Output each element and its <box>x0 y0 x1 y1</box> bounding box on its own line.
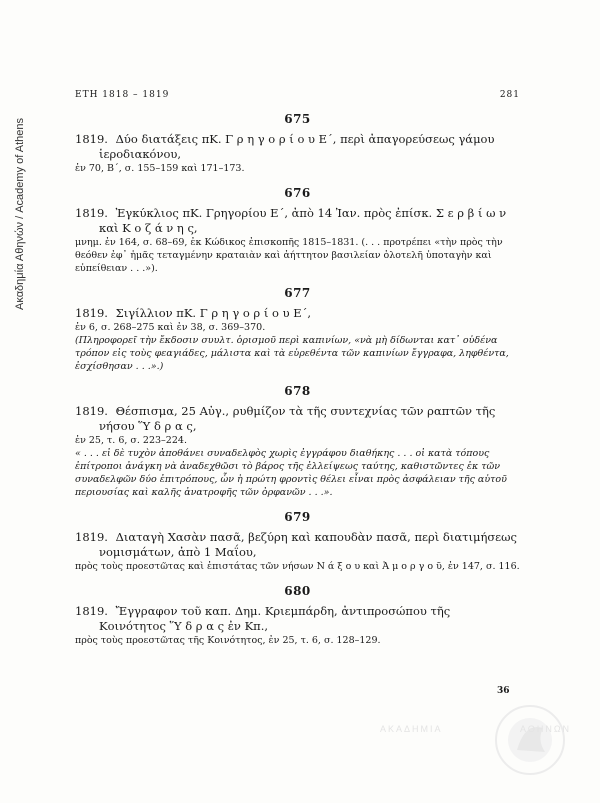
entry-detail: ἐν 70, Β΄, σ. 155–159 καὶ 171–173. <box>75 163 245 174</box>
entry-heading <box>75 206 520 236</box>
entry-heading <box>75 132 520 162</box>
entry-quote: « . . . εἰ δὲ τυχὸν ἀποθάνει συναδελφὸς χωρὶς ἐγγράφου διαθήκης . . . οἱ κατὰ τόπους ἐπίτροποι ἀνάγκη νὰ ἀναδεχθῶσι τὸ βάρος τῆς ἐλλείψεως ταύτης, καθιστῶντες ἐκ τῶν συναδελφῶν δύο ἐπιτρόπους, ὧν ἡ πρώτη φροντὶς θέλει εἶναι πρὸς ἀσφάλειαν τῆς αὐτοῦ περιουσίας καὶ καλῆς ἀνατροφῆς τῶν ὀρφανῶν . . .». <box>75 448 507 498</box>
entry-year: 1819. <box>75 404 108 418</box>
entry-title: Ἔγγραφον τοῦ καπ. Δημ. Κριεμπάρδη, ἀντιπροσώπου τῆς Κοινότητος Ὕ δ ρ α ς ἐν Κπ., <box>99 604 451 633</box>
entry-number: 675 <box>284 112 311 126</box>
entry-title: Σιγίλλιον πΚ. Γ ρ η γ ο ρ ί ο υ Ε΄, <box>115 306 312 320</box>
entry-detail: ἐν 25, τ. 6, σ. 223–224. <box>75 435 187 446</box>
running-head-title: ΕΤΗ 1818 – 1819 <box>75 90 170 100</box>
entry-heading <box>75 404 520 434</box>
entry-title: Διαταγὴ Χασὰν πασᾶ, βεζύρη καὶ καπουδὰν πασᾶ, περὶ διατιμήσεως νομισμάτων, ἀπὸ 1 Μαΐου, <box>99 530 517 559</box>
running-head <box>75 90 520 100</box>
entry-heading <box>75 530 520 560</box>
entry-year: 1819. <box>75 206 108 220</box>
entry-detail: ἐν 6, σ. 268–275 καὶ ἐν 38, σ. 369–370. <box>75 322 266 333</box>
entry <box>75 186 520 275</box>
entry-number: 676 <box>284 186 311 200</box>
academy-seal-watermark-icon <box>455 700 600 780</box>
entry-heading <box>75 604 520 634</box>
entry-heading <box>75 306 520 321</box>
entry-number: 679 <box>284 510 311 524</box>
entry-year: 1819. <box>75 530 108 544</box>
entry-title: Θέσπισμα, 25 Αὐγ., ρυθμίζον τὰ τῆς συντεχνίας τῶν ραπτῶν τῆς νήσου Ὕ δ ρ α ς, <box>99 404 496 433</box>
entry-detail: πρὸς τοὺς προεστῶτας καὶ ἐπιστάτας τῶν νήσων Ν ά ξ ο υ καὶ Ἀ μ ο ρ γ ο ῦ, ἐν 147, σ. 116. <box>75 561 520 572</box>
entry-number: 677 <box>284 286 311 300</box>
entry <box>75 510 520 573</box>
running-head-page: 281 <box>499 90 520 100</box>
entry-quote: (Πληροφορεῖ τὴν ἔκδοσιν συυλτ. ὁρισμοῦ περὶ καπινίων, «νὰ μὴ δίδωνται κατ᾽ οὐδένα τρόπον εἰς τοὺς φεαγιάδες, μάλιστα καὶ τὰ εὑρεθέντα τῶν καπινίων ἔγγραφα, ληφθέντα, ἐσχίσθησαν . . .».) <box>75 335 509 372</box>
entry <box>75 286 520 373</box>
entry-detail: πρὸς τοὺς προεστῶτας τῆς Κοινότητος, ἐν 25, τ. 6, σ. 128–129. <box>75 635 381 646</box>
entry <box>75 112 520 175</box>
entry-title: Ἐγκύκλιος πΚ. Γρηγορίου Ε΄, ἀπὸ 14 Ἰαν. πρὸς ἐπίσκ. Σ ε ρ β ί ω ν καὶ Κ ο ζ ά ν η ς, <box>99 206 507 235</box>
watermark-text-right: ΑΘΗΝΩΝ <box>520 724 572 734</box>
entries-list <box>75 112 520 658</box>
page-number: 36 <box>497 686 510 696</box>
side-label: Ακαδημία Αθηνών / Academy of Athens <box>14 117 26 310</box>
entry <box>75 584 520 647</box>
entry-year: 1819. <box>75 132 108 146</box>
watermark-text-left: ΑΚΑΔΗΜΙΑ <box>380 724 443 734</box>
entry-year: 1819. <box>75 306 108 320</box>
entry-title: Δύο διατάξεις πΚ. Γ ρ η γ ο ρ ί ο υ Ε΄, περὶ ἀπαγορεύσεως γάμου ἱεροδιακόνου, <box>99 132 495 161</box>
entry <box>75 384 520 499</box>
entry-detail: μνημ. ἐν 164, σ. 68–69, ἐκ Κώδικος ἐπισκοπῆς 1815–1831. (. . . προτρέπει «τὴν πρὸς τὴν θεόθεν ἐφ᾽ ἡμᾶς τεταγμένην κραταιὰν καὶ ἀήττητον βασιλείαν ὁλοτελῆ ὑποταγὴν καὶ εὐπείθειαν . . .»). <box>75 237 503 274</box>
entry-year: 1819. <box>75 604 108 618</box>
entry-number: 678 <box>284 384 311 398</box>
entry-number: 680 <box>284 584 311 598</box>
